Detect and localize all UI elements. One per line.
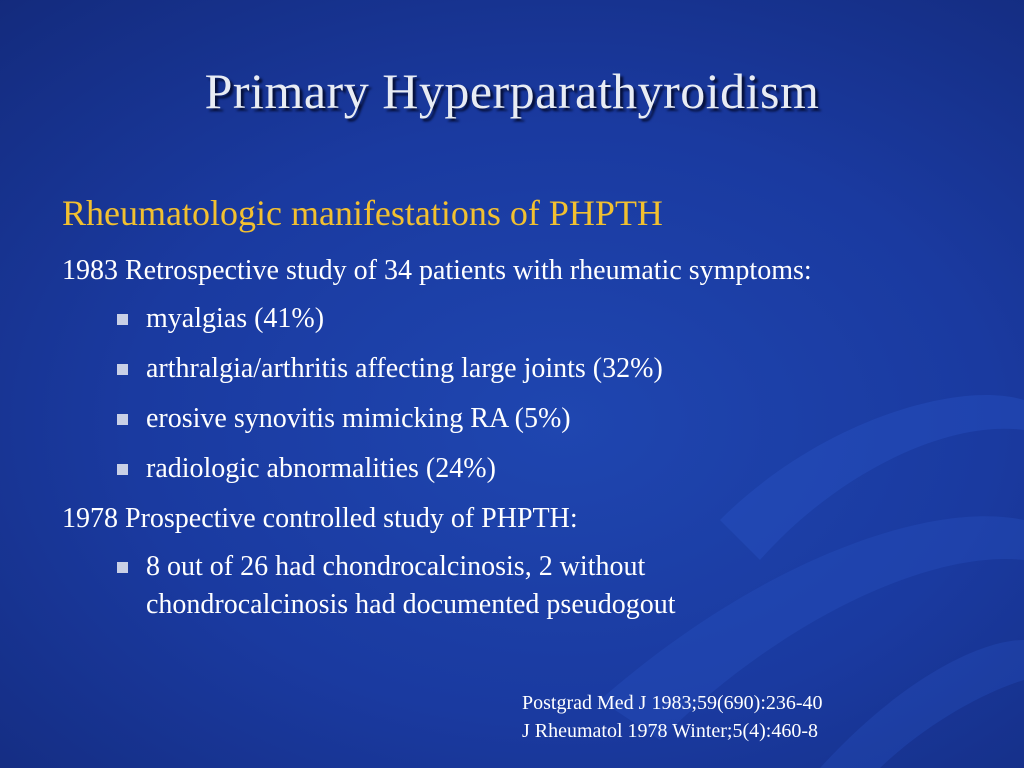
slide-subtitle: Rheumatologic manifestations of PHPTH	[62, 193, 663, 233]
reference-2: J Rheumatol 1978 Winter;5(4):460-8	[522, 720, 819, 742]
slide-content	[62, 252, 962, 636]
bullet-item	[62, 400, 962, 438]
section-heading-1978: 1978 Prospective controlled study of PHPTH:	[62, 503, 578, 534]
bullet-item	[62, 548, 846, 624]
references	[522, 689, 823, 745]
bullet-item	[62, 350, 962, 388]
bullet-text: radiologic abnormalities (24%)	[146, 453, 496, 484]
square-bullet-icon	[117, 562, 128, 573]
square-bullet-icon	[117, 464, 128, 475]
bullet-item	[62, 450, 962, 488]
bullet-text: arthralgia/arthritis affecting large joints (32%)	[146, 353, 663, 384]
reference-1: Postgrad Med J 1983;59(690):236-40	[522, 692, 823, 714]
square-bullet-icon	[117, 364, 128, 375]
square-bullet-icon	[117, 414, 128, 425]
section-heading-1983: 1983 Retrospective study of 34 patients with rheumatic symptoms:	[62, 255, 812, 286]
slide-title: Primary Hyperparathyroidism	[204, 63, 820, 119]
bullet-item	[62, 300, 962, 338]
bullet-text: myalgias (41%)	[146, 303, 325, 334]
bullet-text: erosive synovitis mimicking RA (5%)	[146, 403, 571, 434]
bullet-text: 8 out of 26 had chondrocalcinosis, 2 without chondrocalcinosis had documented pseudogout	[146, 551, 676, 620]
square-bullet-icon	[117, 314, 128, 325]
